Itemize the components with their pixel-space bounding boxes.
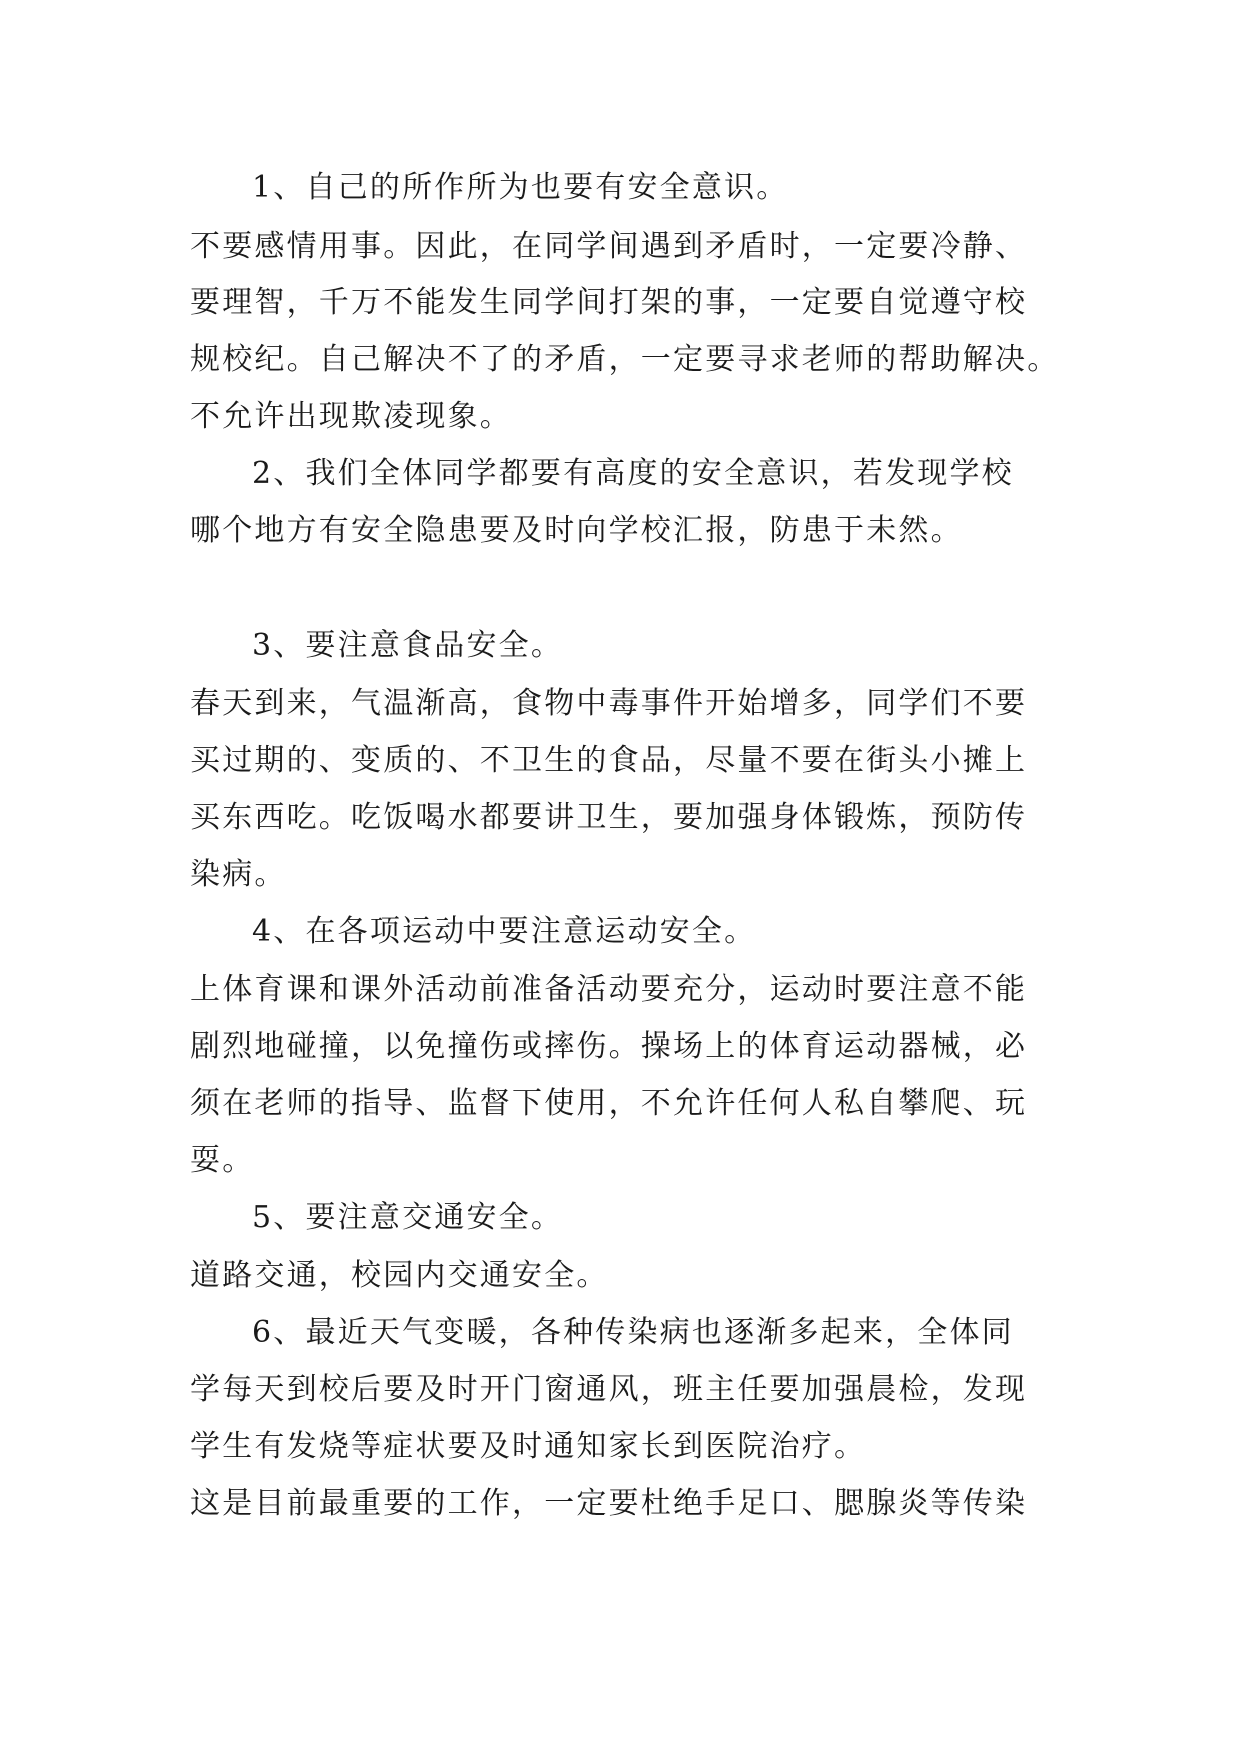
paragraph-line: 哪个地方有安全隐患要及时向学校汇报，防患于未然。 [190, 513, 963, 548]
paragraph-line: 不要感情用事。因此，在同学间遇到矛盾时，一定要冷静、 [190, 229, 1028, 264]
section-3-heading: 3、要注意食品安全。 [252, 628, 564, 663]
section-5-heading: 5、要注意交通安全。 [252, 1200, 564, 1235]
section-4-heading: 4、在各项运动中要注意运动安全。 [252, 914, 757, 949]
section-2-heading: 2、我们全体同学都要有高度的安全意识，若发现学校 [252, 456, 1014, 491]
paragraph-line: 这是目前最重要的工作，一定要杜绝手足口、腮腺炎等传染 [190, 1486, 1028, 1521]
paragraph-line: 学每天到校后要及时开门窗通风，班主任要加强晨检，发现 [190, 1372, 1028, 1407]
paragraph-line: 买东西吃。吃饭喝水都要讲卫生，要加强身体锻炼，预防传 [190, 800, 1028, 835]
paragraph-line: 上体育课和课外活动前准备活动要充分，运动时要注意不能 [190, 972, 1028, 1007]
paragraph-line: 学生有发烧等症状要及时通知家长到医院治疗。 [190, 1429, 867, 1464]
paragraph-line: 道路交通，校园内交通安全。 [190, 1258, 609, 1293]
paragraph-line: 春天到来，气温渐高，食物中毒事件开始增多，同学们不要 [190, 686, 1028, 721]
paragraph-line: 剧烈地碰撞，以免撞伤或摔伤。操场上的体育运动器械，必 [190, 1029, 1028, 1064]
paragraph-line: 须在老师的指导、监督下使用，不允许任何人私自攀爬、玩 [190, 1086, 1028, 1121]
paragraph-line: 不允许出现欺凌现象。 [190, 399, 512, 434]
section-6-heading: 6、最近天气变暖，各种传染病也逐渐多起来，全体同 [252, 1315, 1014, 1350]
paragraph-line: 要理智，千万不能发生同学间打架的事，一定要自觉遵守校 [190, 285, 1028, 320]
paragraph-line: 染病。 [190, 857, 287, 892]
section-1-heading: 1、自己的所作所为也要有安全意识。 [252, 170, 789, 205]
paragraph-line: 买过期的、变质的、不卫生的食品，尽量不要在街头小摊上 [190, 743, 1028, 778]
paragraph-line: 规校纪。自己解决不了的矛盾，一定要寻求老师的帮助解决。 [190, 342, 1060, 377]
paragraph-line: 耍。 [190, 1143, 255, 1178]
